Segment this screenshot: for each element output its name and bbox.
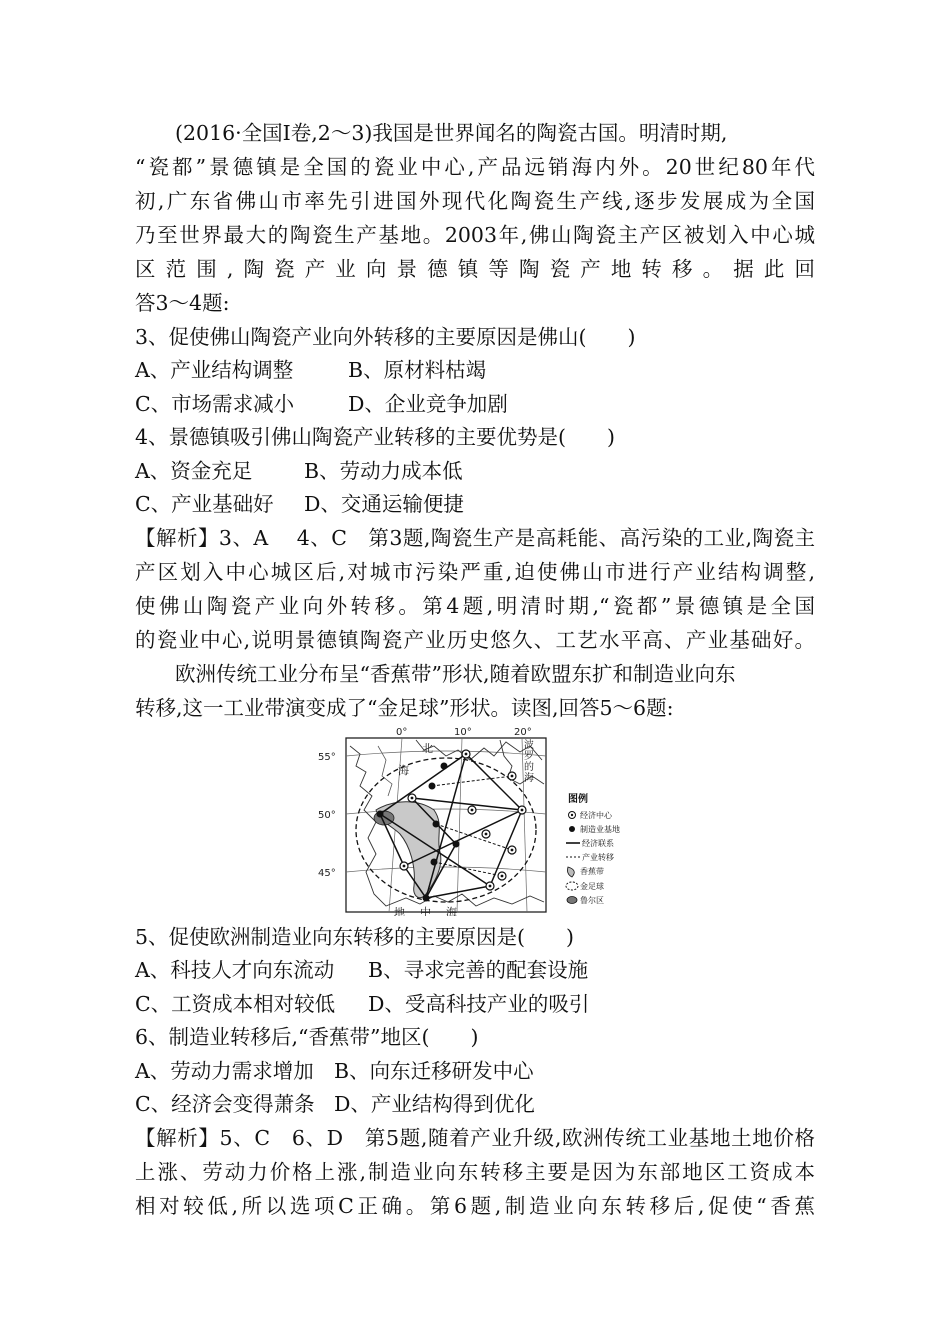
lat-label-50: 50° xyxy=(318,810,336,821)
q3-option-c: C、市场需求减小 xyxy=(135,392,295,416)
legend-link: 经济联系 xyxy=(582,839,614,848)
map-legend xyxy=(566,792,620,905)
map-svg xyxy=(316,726,636,916)
baltic-label-4: 海 xyxy=(524,773,534,784)
intro1-line-1: (2016·全国Ⅰ卷,2～3)我国是世界闻名的陶瓷古国。明清时期, xyxy=(175,121,728,145)
analysis2-line-2: 上涨、劳动力价格上涨,制造业向东转移主要是因为东部地区工资成本 xyxy=(135,1160,815,1184)
q5-option-c: C、工资成本相对较低 xyxy=(135,992,336,1016)
intro1-line-4: 乃至世界最大的陶瓷生产基地。2003年,佛山陶瓷主产区被划入中心城 xyxy=(135,223,815,247)
intro1-line-2: “瓷都”景德镇是全国的瓷业中心,产品远销海内外。20世纪80年代 xyxy=(135,155,815,179)
q5-option-b: B、寻求完善的配套设施 xyxy=(368,958,589,982)
q4-option-d: D、交通运输便捷 xyxy=(304,492,464,516)
legend-banana-icon xyxy=(568,867,575,877)
med-label-3: 海 xyxy=(446,906,457,916)
legend-ruhr-icon xyxy=(567,897,577,904)
analysis2-line-3: 相对较低,所以选项C正确。第6题,制造业向东转移后,促使“香蕉 xyxy=(135,1194,815,1218)
q4-option-b: B、劳动力成本低 xyxy=(304,459,463,483)
baltic-label-3: 的 xyxy=(524,762,534,773)
legend-football: 金足球 xyxy=(580,882,604,891)
legend-title: 图例 xyxy=(568,794,588,805)
analysis1-line-1: 【解析】3、A 4、C 第3题,陶瓷生产是高耗能、高污染的工业,陶瓷主 xyxy=(135,526,815,550)
q6-option-c: C、经济会变得萧条 xyxy=(135,1092,315,1116)
q3-option-b: B、原材料枯竭 xyxy=(348,358,487,382)
lat-label-55: 55° xyxy=(318,752,336,763)
q3-option-d: D、企业竞争加剧 xyxy=(348,392,508,416)
legend-ruhr: 鲁尔区 xyxy=(580,896,604,905)
q3-option-a: A、产业结构调整 xyxy=(135,358,294,382)
q4-stem: 4、景德镇吸引佛山陶瓷产业转移的主要优势是( ) xyxy=(135,425,616,449)
lon-label-10: 10° xyxy=(454,727,472,738)
q6-option-d: D、产业结构得到优化 xyxy=(334,1092,535,1116)
baltic-label-1: 波 xyxy=(524,740,534,751)
analysis1-line-4: 的瓷业中心,说明景德镇陶瓷产业历史悠久、工艺水平高、产业基础好。 xyxy=(135,628,815,652)
legend-transfer: 产业转移 xyxy=(582,853,614,862)
lat-label-45: 45° xyxy=(318,868,336,879)
legend-economic-center: 经济中心 xyxy=(580,811,612,820)
baltic-label-2: 罗 xyxy=(524,751,534,762)
analysis1-line-2: 产区划入中心城区后,对城市污染严重,迫使佛山市进行产业结构调整, xyxy=(135,560,815,584)
intro1-line-5: 区范围,陶瓷产业向景德镇等陶瓷产地转移。据此回 xyxy=(135,257,815,281)
north-sea-label-1: 北 xyxy=(422,742,433,755)
q6-option-a: A、劳动力需求增加 xyxy=(135,1059,314,1083)
analysis1-line-3: 使佛山陶瓷产业向外转移。第4题,明清时期,“瓷都”景德镇是全国 xyxy=(135,594,815,618)
intro1-line-6: 答3～4题: xyxy=(135,291,230,315)
legend-banana: 香蕉带 xyxy=(580,867,604,876)
q5-stem: 5、促使欧洲制造业向东转移的主要原因是( ) xyxy=(135,925,575,949)
q4-option-c: C、产业基础好 xyxy=(135,492,274,516)
intro2-line-1: 欧洲传统工业分布呈“香蕉带”形状,随着欧盟东扩和制造业向东 xyxy=(175,662,736,686)
intro2-line-2: 转移,这一工业带演变成了“金足球”形状。读图,回答5～6题: xyxy=(135,696,674,720)
intro1-line-3: 初,广东省佛山市率先引进国外现代化陶瓷生产线,逐步发展成为全国 xyxy=(135,189,815,213)
q6-stem: 6、制造业转移后,“香蕉带”地区( ) xyxy=(135,1025,479,1049)
analysis2-line-1: 【解析】5、C 6、D 第5题,随着产业升级,欧洲传统工业基地土地价格 xyxy=(135,1126,815,1150)
med-label-1: 地 xyxy=(394,906,405,916)
lon-label-20: 20° xyxy=(514,727,532,738)
med-label-2: 中 xyxy=(420,906,431,916)
q5-option-d: D、受高科技产业的吸引 xyxy=(368,992,590,1016)
legend-football-icon xyxy=(566,882,578,890)
q3-stem: 3、促使佛山陶瓷产业向外转移的主要原因是佛山( ) xyxy=(135,325,636,349)
europe-industry-map xyxy=(316,726,636,916)
q6-option-b: B、向东迁移研发中心 xyxy=(334,1059,534,1083)
q4-option-a: A、资金充足 xyxy=(135,459,253,483)
legend-manufacturing: 制造业基地 xyxy=(580,825,620,834)
q5-option-a: A、科技人才向东流动 xyxy=(135,958,335,982)
lon-label-0: 0° xyxy=(396,727,408,738)
legend-manufacturing-icon xyxy=(569,826,575,832)
north-sea-label-2: 海 xyxy=(398,764,409,777)
